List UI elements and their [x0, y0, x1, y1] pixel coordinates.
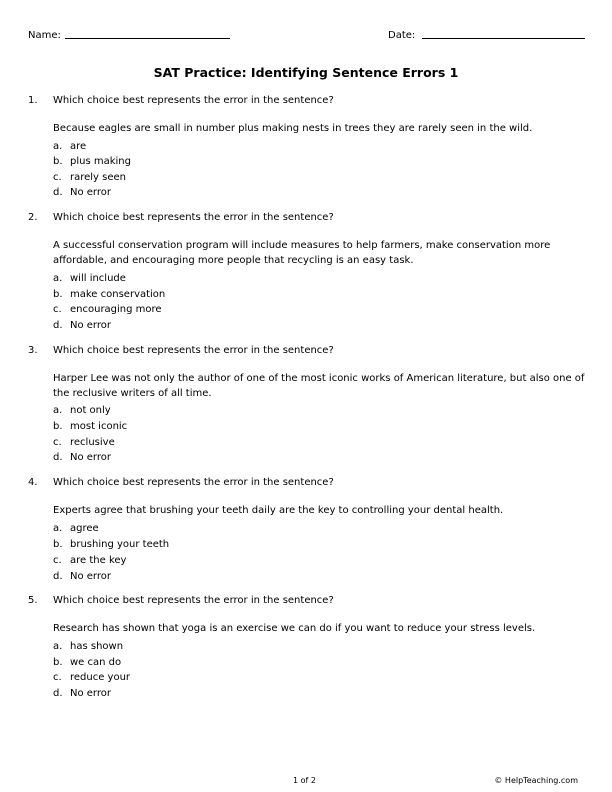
- choice-letter: a.: [53, 405, 63, 416]
- choice-letter: c.: [53, 304, 62, 315]
- question-sentence: Research has shown that yoga is an exercise we can do if you want to reduce your stress levels.: [53, 623, 536, 634]
- choice-c[interactable]: [53, 437, 115, 448]
- choice-text: not only: [70, 405, 111, 416]
- choice-a[interactable]: [53, 405, 111, 416]
- choice-c[interactable]: [53, 555, 126, 566]
- choice-text: plus making: [70, 156, 131, 167]
- choice-letter: d.: [53, 187, 63, 198]
- choice-letter: b.: [53, 539, 63, 550]
- choice-text: most iconic: [70, 421, 128, 432]
- choice-d[interactable]: [53, 320, 111, 331]
- choice-text: agree: [70, 523, 99, 534]
- choice-letter: a.: [53, 523, 63, 534]
- choice-letter: c.: [53, 555, 62, 566]
- choice-d[interactable]: [53, 571, 111, 582]
- choice-letter: d.: [53, 452, 63, 463]
- choice-c[interactable]: [53, 304, 162, 315]
- choice-d[interactable]: [53, 187, 111, 198]
- choice-b[interactable]: [53, 289, 165, 300]
- choice-a[interactable]: [53, 523, 99, 534]
- question-number: 5.: [28, 595, 38, 606]
- choice-letter: a.: [53, 273, 63, 284]
- choice-text: are: [70, 141, 87, 152]
- choice-b[interactable]: [53, 657, 121, 668]
- choice-text: has shown: [70, 641, 124, 652]
- choice-d[interactable]: [53, 452, 111, 463]
- question-sentence: Harper Lee was not only the author of one of the most iconic works of American literature, but also one of the reclusive writers of all time.: [53, 373, 585, 399]
- choice-a[interactable]: [53, 141, 86, 152]
- choice-text: No error: [70, 571, 111, 582]
- date-label: Date:: [388, 30, 416, 41]
- choice-letter: b.: [53, 421, 63, 432]
- choice-b[interactable]: [53, 156, 131, 167]
- question-number: 3.: [28, 345, 38, 356]
- choice-b[interactable]: [53, 421, 127, 432]
- choice-d[interactable]: [53, 688, 111, 699]
- question-prompt: Which choice best represents the error in the sentence?: [53, 212, 334, 223]
- choice-letter: a.: [53, 641, 63, 652]
- choice-text: No error: [70, 688, 111, 699]
- question-prompt: Which choice best represents the error in the sentence?: [53, 345, 334, 356]
- choice-letter: b.: [53, 289, 63, 300]
- choice-text: No error: [70, 452, 111, 463]
- page-number: 1 of 2: [293, 776, 316, 785]
- choice-letter: b.: [53, 156, 63, 167]
- choice-text: are the key: [70, 555, 127, 566]
- question-sentence: A successful conservation program will include measures to help farmers, make conservation more affordable, and encouraging more people that recycling is an easy task.: [53, 240, 551, 266]
- choice-letter: c.: [53, 437, 62, 448]
- choice-text: No error: [70, 320, 111, 331]
- choice-text: will include: [70, 273, 126, 284]
- choice-letter: d.: [53, 688, 63, 699]
- question-sentence: Experts agree that brushing your teeth daily are the key to controlling your dental health.: [53, 505, 504, 516]
- name-label: Name:: [28, 30, 61, 41]
- worksheet-title: SAT Practice: Identifying Sentence Errors 1: [153, 65, 459, 80]
- choice-c[interactable]: [53, 172, 126, 183]
- choice-text: brushing your teeth: [70, 539, 170, 550]
- choice-letter: d.: [53, 320, 63, 331]
- choice-c[interactable]: [53, 672, 130, 683]
- choice-a[interactable]: [53, 641, 123, 652]
- question-sentence: Because eagles are small in number plus making nests in trees they are rarely seen in the wild.: [53, 123, 533, 134]
- choice-text: make conservation: [70, 289, 166, 300]
- choice-text: No error: [70, 187, 111, 198]
- choice-letter: b.: [53, 657, 63, 668]
- question-prompt: Which choice best represents the error in the sentence?: [53, 477, 334, 488]
- question-prompt: Which choice best represents the error in the sentence?: [53, 95, 334, 106]
- choice-letter: c.: [53, 672, 62, 683]
- choice-text: rarely seen: [70, 172, 127, 183]
- choice-letter: c.: [53, 172, 62, 183]
- choice-text: reduce your: [70, 672, 131, 683]
- choice-letter: d.: [53, 571, 63, 582]
- choice-a[interactable]: [53, 273, 126, 284]
- copyright: © HelpTeaching.com: [494, 776, 578, 785]
- choice-letter: a.: [53, 141, 63, 152]
- question-prompt: Which choice best represents the error in the sentence?: [53, 595, 334, 606]
- choice-text: reclusive: [70, 437, 115, 448]
- name-field[interactable]: [65, 38, 230, 39]
- choice-text: we can do: [70, 657, 122, 668]
- question-number: 2.: [28, 212, 38, 223]
- date-field[interactable]: [422, 38, 585, 39]
- choice-text: encouraging more: [70, 304, 162, 315]
- choice-b[interactable]: [53, 539, 169, 550]
- question-number: 1.: [28, 95, 38, 106]
- question-number: 4.: [28, 477, 38, 488]
